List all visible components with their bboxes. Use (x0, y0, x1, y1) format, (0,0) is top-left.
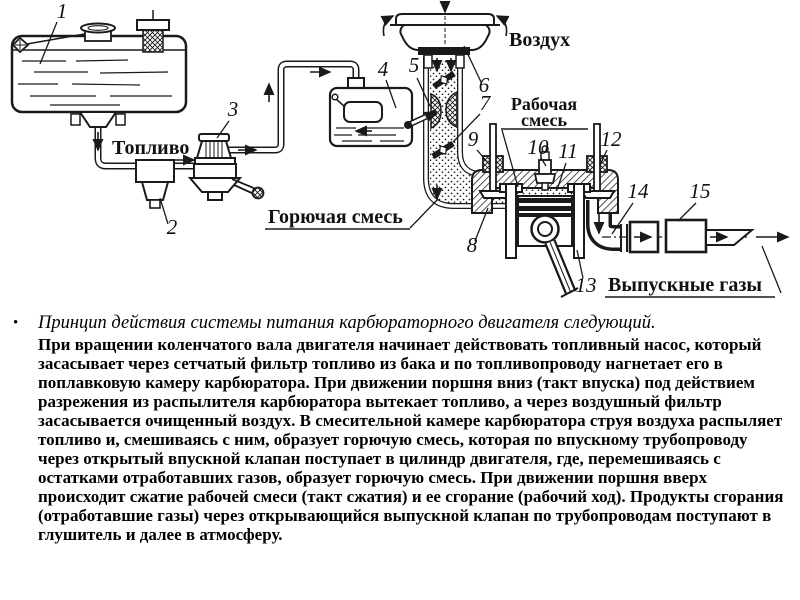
fuel-label: Топливо (112, 137, 190, 159)
exhaust-gases-leader (762, 246, 781, 293)
muffler (602, 220, 752, 252)
part-number-14: 14 (627, 179, 649, 203)
lead-sentence: Принцип действия системы питания карбюраторного двигателя следующий. (38, 313, 656, 333)
working-mixture-label-line1: Рабочая (510, 94, 578, 114)
part-number-15: 15 (689, 179, 711, 203)
part-number-2: 2 (166, 215, 178, 239)
bullet-marker: • (13, 315, 19, 331)
slide-text-block (0, 306, 800, 544)
air-label: Воздух (509, 29, 571, 51)
part-number-13: 13 (575, 273, 597, 297)
tank-outlet-valve (71, 112, 125, 127)
part-number-4: 4 (377, 57, 389, 81)
part-number-11: 11 (558, 139, 578, 163)
filler-cap (81, 24, 115, 42)
cylinder-wall-right (574, 184, 584, 258)
piston (518, 196, 572, 246)
combustible-mixture-leader (410, 199, 438, 228)
part-number-10: 10 (527, 135, 549, 159)
air-horn-flange-right (456, 55, 464, 68)
float (344, 102, 382, 122)
intake-valve-stem (490, 124, 496, 192)
body-paragraph: При вращении коленчатого вала двигателя начинает действовать топливный насос, который засасывает через сетчатый фильтр топливо из бака и по топливопроводу нагнетает его в поплавковую камеру карбюратора. При движении поршня вниз (такт впуска) под действием разрежения из распылителя карбюратора вытекает топливо, а через воздушный фильтр засасывается очищенный воздух. В смесительной камере карбюратора струя воздуха распыляет топливо и, смешиваясь с ним, образует горючую смесь, которая по впускному трубопроводу через открытый впускной клапан поступает в цилиндр двигателя, где, перемешиваясь с остатками отработавших газов, образует горючую смесь. При движении поршня вверх происходит сжатие рабочей смеси (такт сжатия) и ее сгорание (рабочий ход). Продукты сгорания (отработавшие газы) через открывающийся выпускной клапан по трубопроводам поступают в глушитель и далее в атмосферу. (38, 335, 784, 544)
needle-valve (332, 94, 338, 100)
part-number-8: 8 (466, 233, 478, 257)
float-chamber (330, 78, 412, 146)
air-filter (390, 14, 500, 68)
part-number-12: 12 (600, 127, 622, 151)
part-number-6: 6 (478, 73, 490, 97)
cylinder-wall-left (506, 184, 516, 258)
air-horn-flange-left (424, 55, 432, 68)
part-number-1: 1 (56, 0, 68, 23)
fuel-pump (190, 134, 264, 200)
fuel-filter (136, 160, 174, 208)
part-number-3: 3 (227, 97, 239, 121)
filter-mesh (418, 47, 470, 55)
exhaust-gases-label: Выпускные газы (608, 274, 763, 296)
combustible-mixture-label: Горючая смесь (268, 206, 403, 228)
part-number-7: 7 (479, 91, 491, 115)
working-mixture-label-line2: смесь (521, 110, 567, 130)
exhaust-valve-stem (594, 124, 600, 192)
part-number-5: 5 (408, 53, 420, 77)
pump-hand-lever (232, 179, 264, 199)
muffler-body (666, 220, 706, 252)
part-number-9: 9 (467, 127, 479, 151)
fuel-tank (12, 10, 186, 127)
